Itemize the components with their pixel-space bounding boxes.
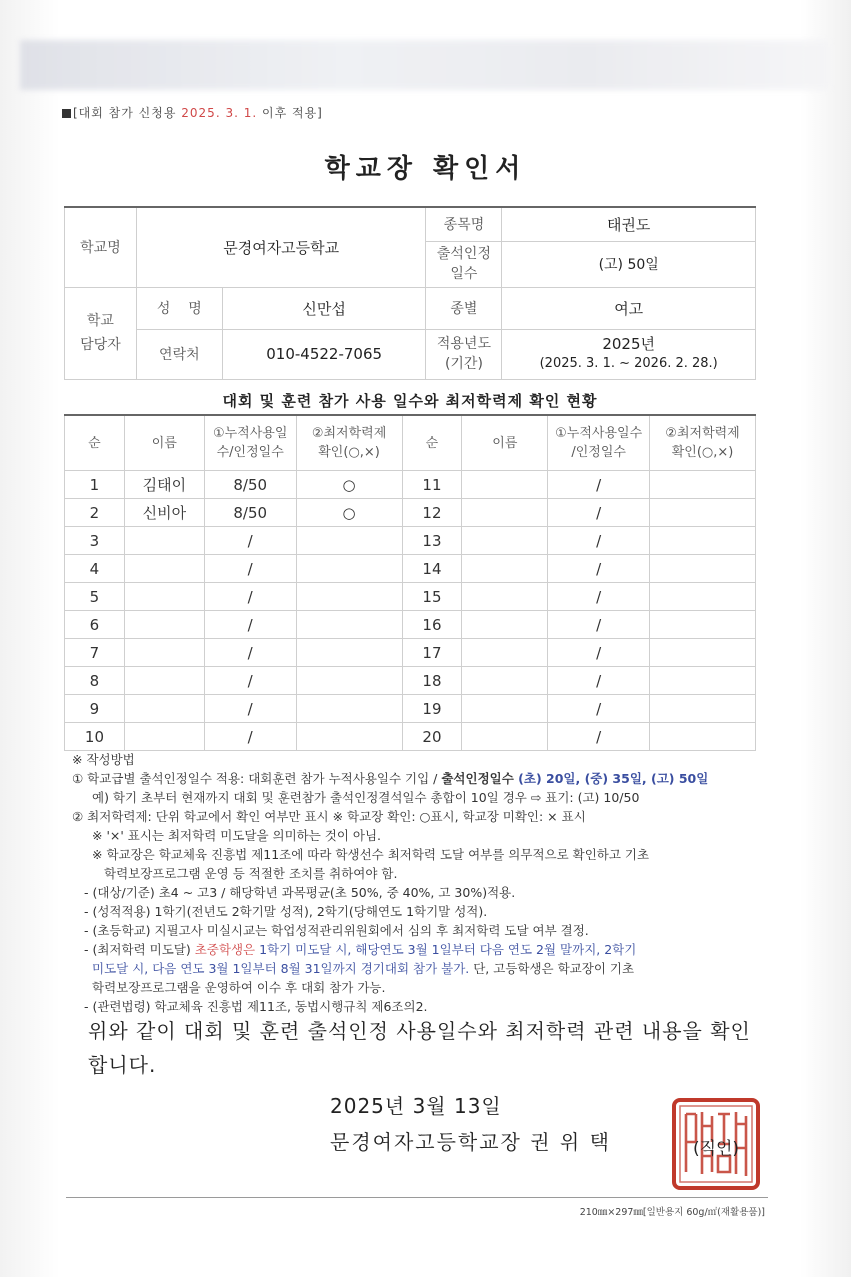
row-number: 16: [402, 611, 462, 639]
table-row: [65, 471, 756, 499]
paper-spec: 210㎜×297㎜[일반용지 60g/㎡(재활용품)]: [579, 1207, 765, 1218]
sport-label: 종목명: [426, 207, 502, 241]
guide-detail-grade: - (성적적용) 1학기(전년도 2학기말 성적), 2학기(당해연도 1학기말 성적).: [84, 904, 488, 919]
row-number: 5: [65, 583, 125, 611]
used-days: /: [548, 583, 650, 611]
used-days: 8/50: [204, 499, 296, 527]
student-name: [124, 611, 204, 639]
used-days: /: [548, 527, 650, 555]
student-name: [462, 611, 548, 639]
used-days: /: [204, 667, 296, 695]
gender-value: 여고: [502, 287, 756, 329]
contact-label: 연락처: [136, 329, 222, 379]
year-label: 적용년도 (기간): [426, 329, 502, 379]
header-cell: 순: [402, 415, 462, 471]
student-name: 신비아: [124, 499, 204, 527]
row-number: 2: [65, 499, 125, 527]
used-days: /: [548, 695, 650, 723]
guide-item-2: ② 최저학력제: 단위 학교에서 확인 여부만 표시 ※ 학교장 확인: ○표시, 학교장 미확인: × 표시: [72, 809, 586, 824]
row-number: 18: [402, 667, 462, 695]
table-row: [65, 723, 756, 751]
year-text: 2025년: [602, 335, 656, 353]
min-academic-check: [650, 583, 756, 611]
table-row: [65, 555, 756, 583]
row-number: 12: [402, 499, 462, 527]
row-number: 3: [65, 527, 125, 555]
used-days: /: [548, 639, 650, 667]
row-number: 4: [65, 555, 125, 583]
official-seal-icon: [668, 1096, 764, 1192]
guide-item-2-note-b-cont: 학력보장프로그램 운영 등 적절한 조치를 취하여야 함.: [104, 866, 398, 881]
writing-guide: [72, 750, 772, 1016]
student-name: [462, 639, 548, 667]
used-days: /: [548, 499, 650, 527]
min-academic-check: [296, 611, 402, 639]
row-number: 13: [402, 527, 462, 555]
header-cell: 이름: [124, 415, 204, 471]
row-number: 11: [402, 471, 462, 499]
student-name: [462, 499, 548, 527]
row-number: 9: [65, 695, 125, 723]
guide-item-2-note-a: ※ '×' 표시는 최저학력 미도달을 의미하는 것이 아님.: [92, 828, 382, 843]
student-name: [124, 695, 204, 723]
sport-value: 태권도: [502, 207, 756, 241]
min-academic-check: [650, 723, 756, 751]
used-days: /: [204, 639, 296, 667]
table-row: [65, 583, 756, 611]
used-days: /: [548, 611, 650, 639]
header-cell: 순: [65, 415, 125, 471]
row-number: 7: [65, 639, 125, 667]
manager-label: 학교 담당자: [65, 287, 137, 379]
guide-item-1: ① 학교급별 출석인정일수 적용: 대회훈련 참가 누적사용일수 기입 / 출석인정일수 (초) 20일, (중) 35일, (고) 50일: [72, 771, 709, 786]
used-days: /: [548, 723, 650, 751]
used-days: /: [548, 471, 650, 499]
manager-name: 신만섭: [222, 287, 426, 329]
contact-value: 010-4522-7065: [222, 329, 426, 379]
guide-item-1-example: 예) 학기 초부터 현재까지 대회 및 훈련참가 출석인정결석일수 총합이 10일 경우 ⇨ 표기: (고) 10/50: [92, 790, 640, 805]
table-row: [65, 695, 756, 723]
min-academic-check: ○: [296, 499, 402, 527]
min-academic-check: [296, 723, 402, 751]
header-cell: 이름: [462, 415, 548, 471]
table-row: [65, 499, 756, 527]
student-name: [462, 471, 548, 499]
attendance-days-value: (고) 50일: [502, 241, 756, 287]
guide-detail-law: - (관련법령) 학교체육 진흥법 제11조, 동법시행규칙 제6조의2.: [84, 999, 428, 1014]
attendance-header-row: [65, 415, 756, 471]
attendance-days-label: 출석인정 일수: [426, 241, 502, 287]
guide-detail-unmet: - (최저학력 미도달) 초중학생은 1학기 미도달 시, 해당연도 3월 1일부터 다음 연도 2월 말까지, 2학기: [84, 942, 637, 957]
period-text: (2025. 3. 1. ~ 2026. 2. 28.): [539, 356, 718, 371]
used-days: 8/50: [204, 471, 296, 499]
school-name-label: 학교명: [65, 207, 137, 287]
row-number: 8: [65, 667, 125, 695]
guide-heading: ※ 작성방법: [72, 752, 135, 767]
min-academic-check: [296, 695, 402, 723]
row-number: 15: [402, 583, 462, 611]
document-title: 학교장 확인서: [324, 154, 527, 184]
application-note: [대회 참가 신청용 2025. 3. 1. 이후 적용]: [62, 104, 323, 121]
student-name: [462, 695, 548, 723]
used-days: /: [548, 555, 650, 583]
used-days: /: [204, 583, 296, 611]
used-days: /: [204, 555, 296, 583]
min-academic-check: [650, 611, 756, 639]
status-title: 대회 및 훈련 참가 사용 일수와 최저학력제 확인 현황: [222, 392, 598, 410]
student-name: [124, 639, 204, 667]
student-name: [124, 723, 204, 751]
issue-date: 2025년 3월 13일: [330, 1094, 502, 1118]
header-cell: ①누적사용일수 /인정일수: [548, 415, 650, 471]
guide-item-2-note-b: ※ 학교장은 학교체육 진흥법 제11조에 따라 학생선수 최저학력 도달 여부를 의무적으로 확인하고 기초: [92, 847, 650, 862]
student-name: [462, 583, 548, 611]
table-row: [65, 639, 756, 667]
guide-detail-target: - (대상/기준) 초4 ~ 고3 / 해당학년 과목평균(초 50%, 중 40%, 고 30%)적용.: [84, 885, 516, 900]
student-name: [124, 527, 204, 555]
row-number: 14: [402, 555, 462, 583]
min-academic-check: [650, 471, 756, 499]
student-name: [462, 527, 548, 555]
attendance-body: [65, 415, 756, 751]
seal-label: (직인): [692, 1139, 740, 1159]
row-number: 19: [402, 695, 462, 723]
year-value: [502, 329, 756, 379]
principal-name: 문경여자고등학교장 권 위 택: [330, 1130, 611, 1154]
used-days: /: [548, 667, 650, 695]
name-label: 성 명: [136, 287, 222, 329]
info-table: [64, 206, 756, 380]
row-number: 20: [402, 723, 462, 751]
table-row: [65, 667, 756, 695]
student-name: [462, 723, 548, 751]
square-bullet-icon: [62, 109, 71, 118]
min-academic-check: [650, 695, 756, 723]
row-number: 1: [65, 471, 125, 499]
row-number: 17: [402, 639, 462, 667]
gender-label: 종별: [426, 287, 502, 329]
min-academic-check: [296, 639, 402, 667]
student-name: [124, 555, 204, 583]
header-cell: ②최저학력제 확인(○,×): [650, 415, 756, 471]
attendance-table: [64, 414, 756, 751]
header-cell: ①누적사용일 수/인정일수: [204, 415, 296, 471]
school-name: 문경여자고등학교: [136, 207, 426, 287]
guide-detail-elementary: - (초등학교) 지필고사 미실시교는 학업성적관리위원회에서 심의 후 최저학력 도달 여부 결정.: [84, 923, 589, 938]
min-academic-check: [296, 583, 402, 611]
table-row: [65, 527, 756, 555]
min-academic-check: [650, 527, 756, 555]
blurred-header: [20, 40, 830, 90]
student-name: 김태이: [124, 471, 204, 499]
bottom-divider: [66, 1197, 768, 1198]
min-academic-check: [650, 667, 756, 695]
header-cell: ②최저학력제 확인(○,×): [296, 415, 402, 471]
row-number: 10: [65, 723, 125, 751]
guide-detail-unmet-cont2: 학력보장프로그램을 운영하여 이수 후 대회 참가 가능.: [92, 980, 386, 995]
student-name: [462, 555, 548, 583]
min-academic-check: [296, 555, 402, 583]
used-days: /: [204, 527, 296, 555]
used-days: /: [204, 723, 296, 751]
student-name: [124, 583, 204, 611]
min-academic-check: [296, 667, 402, 695]
min-academic-check: [650, 499, 756, 527]
student-name: [462, 667, 548, 695]
confirm-statement: 위와 같이 대회 및 훈련 출석인정 사용일수와 최저학력 관련 내용을 확인합니다.: [88, 1019, 751, 1077]
row-number: 6: [65, 611, 125, 639]
table-row: [65, 611, 756, 639]
min-academic-check: [296, 527, 402, 555]
min-academic-check: [650, 555, 756, 583]
guide-detail-unmet-cont: 미도달 시, 다음 연도 3월 1일부터 8월 31일까지 경기대회 참가 불가. 단, 고등학생은 학교장이 기초: [92, 961, 635, 976]
used-days: /: [204, 695, 296, 723]
student-name: [124, 667, 204, 695]
min-academic-check: ○: [296, 471, 402, 499]
min-academic-check: [650, 639, 756, 667]
used-days: /: [204, 611, 296, 639]
